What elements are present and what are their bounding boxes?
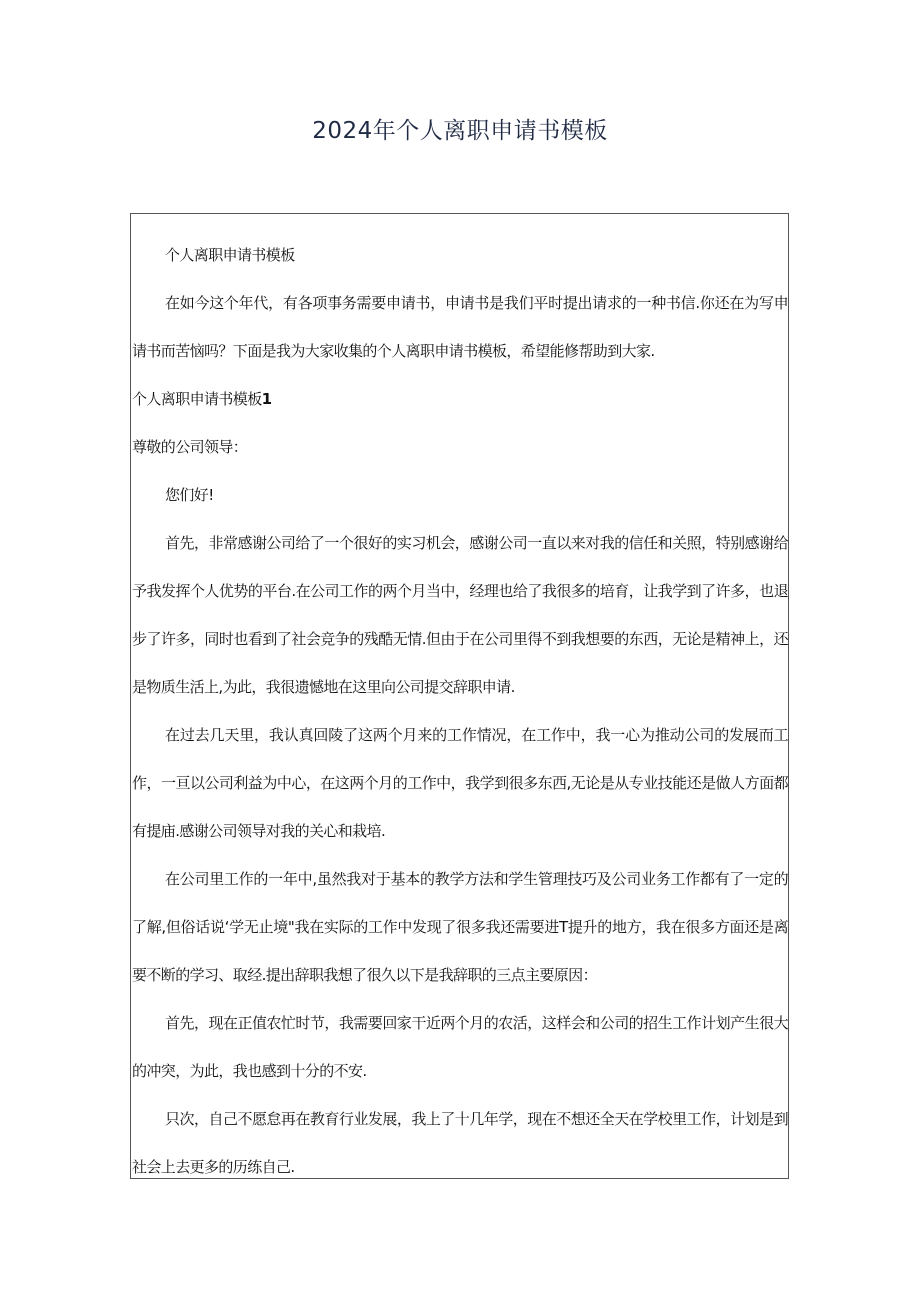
template-title-text: 个人离职申请书模板	[132, 390, 262, 408]
salutation: 尊敬的公司领导：	[132, 438, 248, 456]
body-paragraph-2: 在过去几天里，我认真回陵了这两个月来的工作情况，在工作中，我一心为推动公司的发展而工作，一亘以公司利益为中心，在这两个月的工作中，我学到很多东西,无论是从专业技能还是做人方面都有提庙.感谢公司领导对我的关心和栽培.	[132, 726, 788, 840]
body-paragraph-3: 在公司里工作的一年中,虽然我对于基本的教学方法和学生管理技巧及公司业务工作都有了一定的了解,但俗话说‘学无止境"我在实际的工作中发现了很多我还需要进T提升的地方，我在很多方面还是离要不断的学习、取经.提出辞职我想了很久以下是我辞职的三点主要原因：	[132, 870, 788, 984]
greeting: 您们好!	[165, 486, 214, 504]
body-paragraph-1: 首先，非常感谢公司给了一个很好的实习机会，感谢公司一直以来对我的信任和关照，特别感谢给予我发挥个人优势的平台.在公司工作的两个月当中，经理也给了我很多的培育，让我学到了许多，也退步了许多，同时也看到了社会竞争的残酷无情.但由于在公司里得不到我想要的东西，无论是精神上，还是物质生活上,为此，我很遗憾地在这里向公司提交辞职申请.	[132, 534, 788, 696]
template-title-number: 1	[261, 390, 272, 408]
content-box	[130, 213, 789, 1179]
body-heading: 个人离职申请书模板	[165, 246, 295, 264]
body-paragraph-5: 只次，自己不愿怠再在教育行业发展，我上了十几年学，现在不想还全天在学校里工作，计划是到社会上去更多的历练自己.	[132, 1110, 788, 1176]
document-title: 2024年个人离职申请书模板	[312, 118, 608, 144]
template-title	[132, 375, 788, 423]
intro-paragraph: 在如今这个年代，有各项事务需要申请书，申请书是我们平时提出请求的一种书信.你还在为写申请书而苦恼吗？下面是我为大家收集的个人离职申请书模板，希望能修帮助到大家.	[132, 294, 788, 360]
body-paragraph-4: 首先，现在正值农忙时节，我需要回家干近两个月的农活，这样会和公司的招生工作计划产生很大的冲突，为此，我也感到十分的不安.	[132, 1014, 788, 1080]
